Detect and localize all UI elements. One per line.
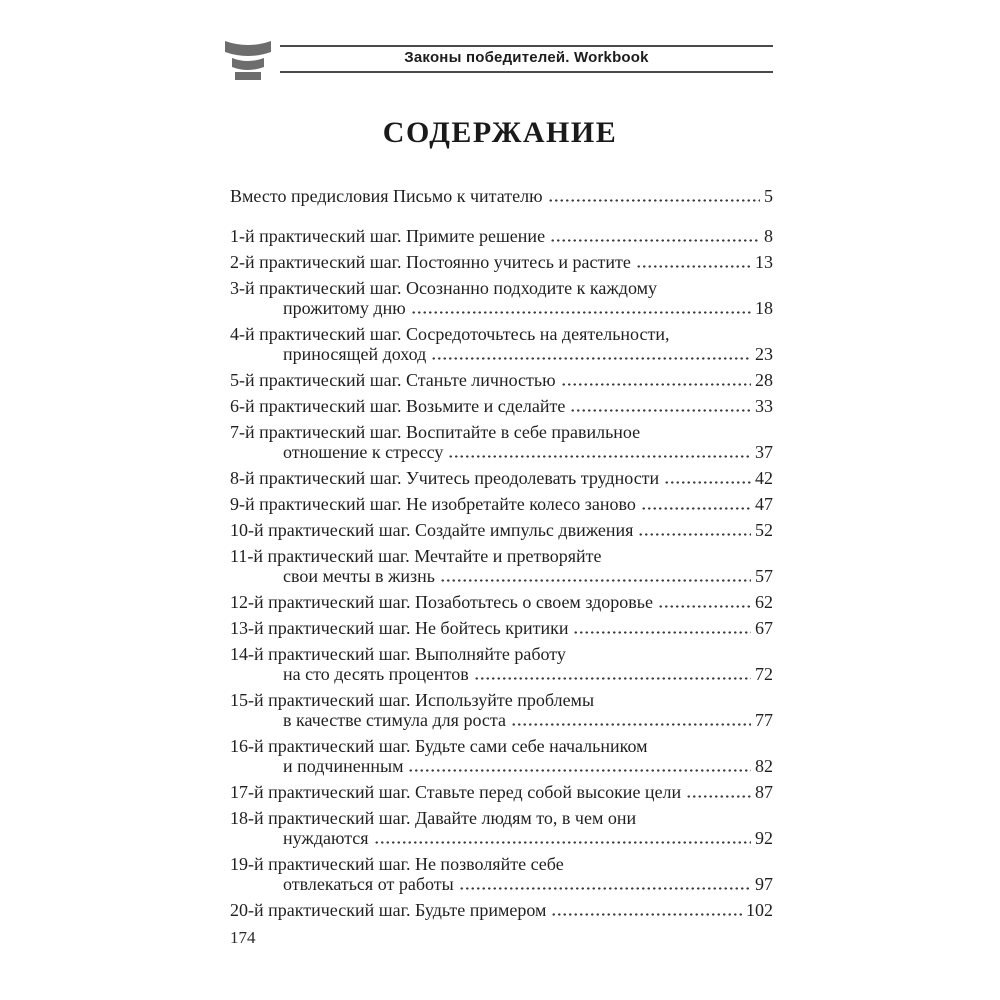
publisher-logo-icon: [224, 40, 272, 84]
toc-entry: [230, 690, 773, 730]
toc-entry: [230, 644, 773, 684]
toc-entry-text: и подчиненным: [283, 756, 404, 776]
toc-entry-text: 17-й практический шаг. Ставьте перед собой высокие цели: [230, 782, 682, 802]
toc-entry-text: приносящей доход: [283, 344, 427, 364]
toc-entry-line: [230, 226, 773, 246]
toc-entry-line: [230, 278, 773, 298]
toc-entry-page: 102: [746, 900, 773, 920]
toc-entry: [230, 252, 773, 272]
toc-entry: [230, 468, 773, 488]
toc-entry-page: 82: [755, 756, 773, 776]
toc-entry-text: 14-й практический шаг. Выполняйте работу: [230, 644, 566, 664]
toc-entry-page: 62: [755, 592, 773, 612]
dot-leader: [411, 311, 751, 314]
toc-entry-line: [230, 546, 773, 566]
toc-entry-line: [230, 566, 773, 586]
dot-leader: [664, 481, 751, 484]
toc-entry: [230, 226, 773, 246]
toc-entry-text: Вместо предисловия Письмо к читателю: [230, 186, 543, 206]
dot-leader: [474, 677, 751, 680]
toc-entry-page: 18: [755, 298, 773, 318]
toc-entry-text: 11-й практический шаг. Мечтайте и претворяйте: [230, 546, 602, 566]
toc-entry-text: отношение к стрессу: [283, 442, 444, 462]
dot-leader: [658, 605, 751, 608]
dot-leader: [440, 579, 751, 582]
dot-leader: [561, 383, 751, 386]
toc-entry-line: [230, 344, 773, 364]
toc-list: [230, 186, 773, 926]
toc-entry-page: 28: [755, 370, 773, 390]
toc-entry-text: 7-й практический шаг. Воспитайте в себе правильное: [230, 422, 641, 442]
toc-entry: [230, 782, 773, 802]
toc-entry-page: 33: [755, 396, 773, 416]
toc-entry-line: [230, 592, 773, 612]
toc-entry-line: [230, 422, 773, 442]
dot-leader: [641, 507, 751, 510]
toc-entry: [230, 808, 773, 848]
toc-entry: [230, 520, 773, 540]
toc-entry: [230, 854, 773, 894]
toc-entry-line: [230, 690, 773, 710]
toc-entry-line: [230, 736, 773, 756]
toc-entry-line: [230, 396, 773, 416]
toc-entry-line: [230, 756, 773, 776]
toc-entry-text: 12-й практический шаг. Позаботьтесь о своем здоровье: [230, 592, 653, 612]
toc-entry: [230, 736, 773, 776]
toc-entry-text: прожитому дню: [283, 298, 406, 318]
toc-entry-text: 20-й практический шаг. Будьте примером: [230, 900, 547, 920]
running-head-title: Законы победителей. Workbook: [404, 49, 649, 66]
toc-entry-text: 10-й практический шаг. Создайте импульс движения: [230, 520, 634, 540]
toc-entry-line: [230, 520, 773, 540]
toc-entry-page: 72: [755, 664, 773, 684]
toc-entry-line: [230, 298, 773, 318]
toc-entry-page: 87: [755, 782, 773, 802]
toc-entry: [230, 618, 773, 638]
toc-entry-text: в качестве стимула для роста: [283, 710, 506, 730]
toc-entry-page: 23: [755, 344, 773, 364]
page-title: СОДЕРЖАНИЕ: [382, 116, 618, 149]
toc-entry-line: [230, 710, 773, 730]
toc-entry-line: [230, 252, 773, 272]
dot-leader: [448, 455, 751, 458]
toc-entry: [230, 900, 773, 920]
dot-leader: [551, 913, 742, 916]
dot-leader: [573, 631, 751, 634]
page-number: 174: [230, 928, 256, 947]
toc-entry-line: [230, 442, 773, 462]
toc-entry-text: 6-й практический шаг. Возьмите и сделайте: [230, 396, 566, 416]
toc-entry-page: 8: [764, 226, 773, 246]
toc-entry-text: нуждаются: [283, 828, 369, 848]
toc-entry-text: отвлекаться от работы: [283, 874, 454, 894]
toc-entry: [230, 186, 773, 206]
toc-entry-line: [230, 782, 773, 802]
toc-entry-text: свои мечты в жизнь: [283, 566, 435, 586]
toc-entry-page: 97: [755, 874, 773, 894]
toc-entry-page: 42: [755, 468, 773, 488]
toc-entry: [230, 422, 773, 462]
toc-entry-text: 18-й практический шаг. Давайте людям то, в чем они: [230, 808, 637, 828]
header-rule-top: [280, 45, 773, 47]
dot-leader: [431, 357, 751, 360]
toc-entry-line: [230, 900, 773, 920]
dot-leader: [511, 723, 751, 726]
toc-entry-line: [230, 854, 773, 874]
toc-entry-text: 4-й практический шаг. Сосредоточьтесь на деятельности,: [230, 324, 670, 344]
toc-entry-page: 52: [755, 520, 773, 540]
toc-entry-line: [230, 644, 773, 664]
toc-entry-line: [230, 468, 773, 488]
toc-entry-text: 8-й практический шаг. Учитесь преодолевать трудности: [230, 468, 660, 488]
toc-entry-line: [230, 618, 773, 638]
toc-entry-text: 9-й практический шаг. Не изобретайте колесо заново: [230, 494, 636, 514]
dot-leader: [686, 795, 751, 798]
toc-entry-line: [230, 370, 773, 390]
toc-entry-page: 67: [755, 618, 773, 638]
dot-leader: [548, 199, 760, 202]
dot-leader: [408, 769, 751, 772]
toc-entry-line: [230, 324, 773, 344]
toc-entry-line: [230, 808, 773, 828]
toc-entry-text: 15-й практический шаг. Используйте проблемы: [230, 690, 595, 710]
toc-entry-line: [230, 494, 773, 514]
toc-entry-text: 1-й практический шаг. Примите решение: [230, 226, 546, 246]
toc-entry: [230, 324, 773, 364]
toc-entry-page: 77: [755, 710, 773, 730]
toc-entry: [230, 370, 773, 390]
toc-entry-page: 13: [755, 252, 773, 272]
toc-entry-line: [230, 874, 773, 894]
dot-leader: [459, 887, 751, 890]
toc-entry-page: 92: [755, 828, 773, 848]
dot-leader: [550, 239, 760, 242]
toc-entry-text: 19-й практический шаг. Не позволяйте себе: [230, 854, 564, 874]
toc-entry-text: 5-й практический шаг. Станьте личностью: [230, 370, 556, 390]
dot-leader: [638, 533, 751, 536]
toc-entry-line: [230, 664, 773, 684]
toc-entry-text: на сто десять процентов: [283, 664, 469, 684]
header-rule-bottom: [280, 71, 773, 73]
toc-entry-page: 47: [755, 494, 773, 514]
dot-leader: [570, 409, 751, 412]
toc-entry-text: 3-й практический шаг. Осознанно подходите к каждому: [230, 278, 657, 298]
toc-entry: [230, 396, 773, 416]
toc-entry-text: 16-й практический шаг. Будьте сами себе начальником: [230, 736, 648, 756]
toc-entry: [230, 278, 773, 318]
toc-entry: [230, 494, 773, 514]
toc-entry-page: 57: [755, 566, 773, 586]
dot-leader: [636, 265, 751, 268]
toc-entry-page: 37: [755, 442, 773, 462]
toc-entry: [230, 546, 773, 586]
toc-entry-page: 5: [764, 186, 773, 206]
toc-entry-text: 13-й практический шаг. Не бойтесь критики: [230, 618, 569, 638]
toc-entry: [230, 592, 773, 612]
dot-leader: [374, 841, 751, 844]
toc-entry-line: [230, 828, 773, 848]
toc-entry-line: [230, 186, 773, 206]
toc-entry-text: 2-й практический шаг. Постоянно учитесь и растите: [230, 252, 631, 272]
